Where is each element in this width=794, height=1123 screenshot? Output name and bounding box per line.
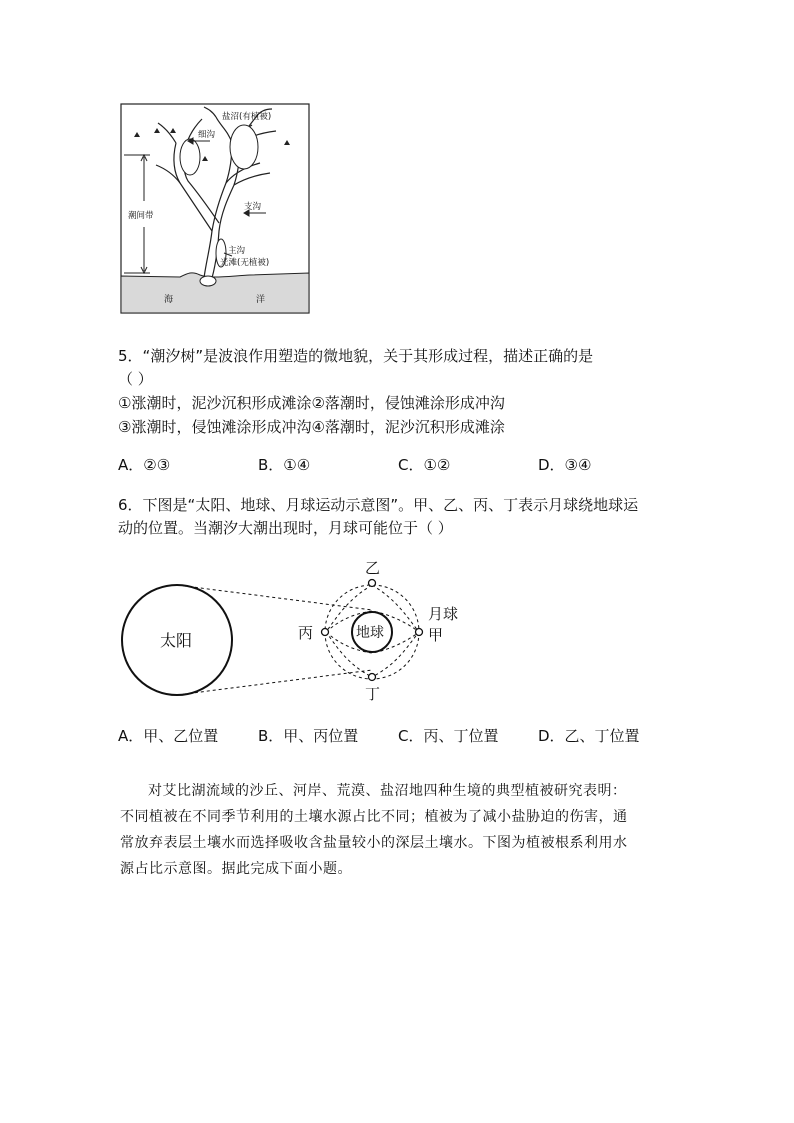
q5-option-c[interactable]: C．①② [398,456,451,474]
q6-option-d[interactable]: D．乙、丁位置 [538,727,640,745]
q5-statement-2: ③涨潮时，侵蚀滩涂形成冲沟④落潮时，泥沙沉积形成滩涂 [118,418,505,436]
q6-option-c[interactable]: C．丙、丁位置 [398,727,499,745]
pos-yi-label: 乙 [365,559,381,577]
intertidal-label: 潮间带 [128,211,154,221]
q5-statement-1: ①涨潮时，泥沙沉积形成滩涂②落潮时，侵蚀滩涂形成冲沟 [118,394,505,412]
bare-flat-label: 光滩(无植被) [220,258,270,268]
q5-paren: （ ） [118,370,153,388]
moon-position-yi [369,580,376,587]
q6-stem-line-2: 动的位置。当潮汐大潮出现时，月球可能位于（ ） [118,519,453,537]
moon-position-jia [416,629,423,636]
main-channel-label: 主沟 [228,246,246,256]
moon-position-ding [369,674,376,681]
moon-position-bing [322,629,329,636]
pos-ding-label: 丁 [365,685,381,703]
sea-label-1: 海 [164,295,174,305]
branch-channel-label: 支沟 [244,202,262,212]
tidal-tree-figure [120,103,310,314]
q6-option-b[interactable]: B．甲、丙位置 [258,727,359,745]
passage-line-4: 源占比示意图。据此完成下面小题。 [120,861,352,877]
q6-option-a[interactable]: A．甲、乙位置 [118,727,219,745]
earth-label: 地球 [356,625,384,641]
passage-line-2: 不同植被在不同季节利用的土壤水源占比不同；植被为了减小盐胁迫的伤害，通 [120,809,628,825]
sun-label: 太阳 [160,631,193,650]
sun-earth-moon-figure [115,555,475,705]
passage-line-3: 常放弃表层土壤水而选择吸收含盐量较小的深层土壤水。下图为植被根系利用水 [120,835,628,851]
passage-line-1: 对艾比湖流域的沙丘、河岸、荒漠、盐沼地四种生境的典型植被研究表明： [148,783,627,799]
salt-marsh-label: 盐沼(有植被) [222,112,272,122]
pos-bing-label: 丙 [298,624,314,642]
q5-option-b[interactable]: B．①④ [258,456,311,474]
sea-label-2: 洋 [256,295,266,305]
pos-jia-label: 甲 [428,626,444,644]
moon-label: 月球 [428,605,459,623]
q5-stem: 5．“潮汐树”是波浪作用塑造的微地貌，关于其形成过程，描述正确的是 [118,347,594,365]
q5-option-a[interactable]: A．②③ [118,456,171,474]
q6-stem-line-1: 6．下图是“太阳、地球、月球运动示意图”。甲、乙、丙、丁表示月球绕地球运 [118,496,639,514]
q5-option-d[interactable]: D．③④ [538,456,592,474]
fine-channel-label: 细沟 [198,130,216,140]
